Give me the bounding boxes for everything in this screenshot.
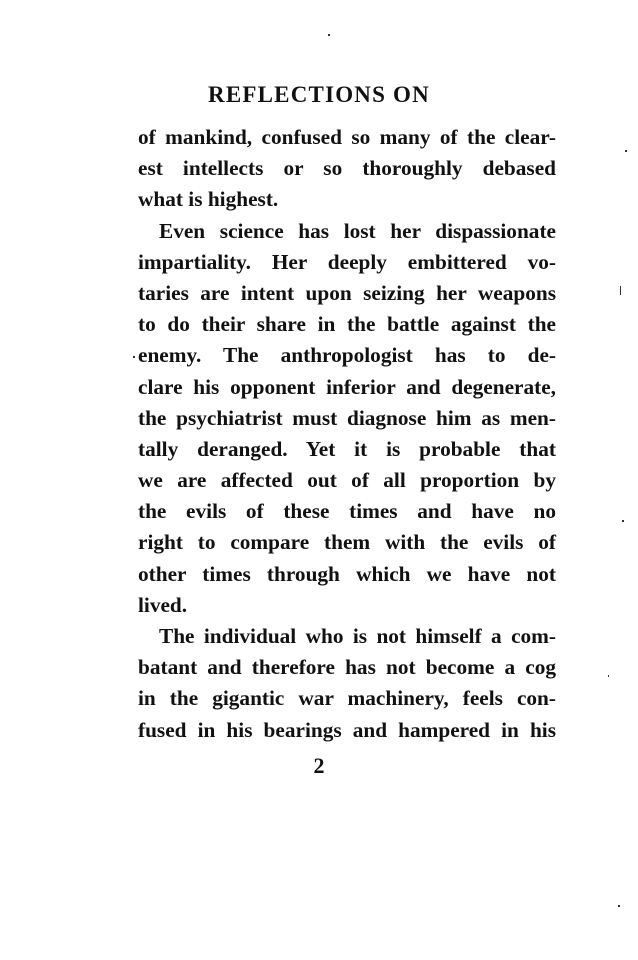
scan-speck bbox=[618, 905, 620, 907]
text-line: Even science has lost her dispassionate bbox=[159, 218, 556, 243]
text-line: right to compare them with the evils of bbox=[138, 530, 556, 555]
text-line: we are affected out of all proportion by bbox=[138, 468, 556, 493]
scan-speck bbox=[328, 34, 330, 36]
text-line: lived. bbox=[138, 592, 188, 617]
text-line: to do their share in the battle against the bbox=[138, 312, 556, 337]
scan-speck bbox=[133, 356, 135, 358]
text-line: batant and therefore has not become a cog bbox=[138, 655, 556, 680]
text-line: what is highest. bbox=[138, 187, 279, 212]
text-line: fused in his bearings and hampered in his bbox=[138, 717, 556, 742]
scan-speck bbox=[620, 286, 621, 295]
scan-speck bbox=[608, 675, 609, 677]
text-line: The individual who is not himself a com- bbox=[159, 624, 556, 648]
text-line: clare his opponent inferior and degenerate, bbox=[138, 374, 556, 399]
scan-speck bbox=[625, 150, 627, 152]
paragraph-2 bbox=[138, 216, 556, 621]
running-head: REFLECTIONS ON bbox=[208, 82, 430, 107]
text-line: the psychiatrist must diagnose him as men- bbox=[138, 405, 556, 430]
text-line: tally deranged. Yet it is probable that bbox=[138, 436, 556, 461]
text-line: impartiality. Her deeply embittered vo- bbox=[138, 249, 556, 274]
text-line: enemy. The anthropologist has to de- bbox=[138, 343, 556, 368]
text-line: est intellects or so thoroughly debased bbox=[138, 156, 556, 181]
text-line: in the gigantic war machinery, feels con- bbox=[138, 686, 556, 711]
text-line: the evils of these times and have no bbox=[138, 499, 556, 524]
scan-speck bbox=[622, 520, 624, 522]
paragraph-3 bbox=[138, 621, 556, 746]
body-text bbox=[138, 122, 556, 746]
paragraph-1 bbox=[138, 122, 556, 216]
text-line: taries are intent upon seizing her weapons bbox=[138, 280, 556, 305]
text-line: other times through which we have not bbox=[138, 561, 556, 586]
page-number: 2 bbox=[313, 753, 325, 778]
text-line: of mankind, confused so many of the clear- bbox=[138, 125, 556, 149]
